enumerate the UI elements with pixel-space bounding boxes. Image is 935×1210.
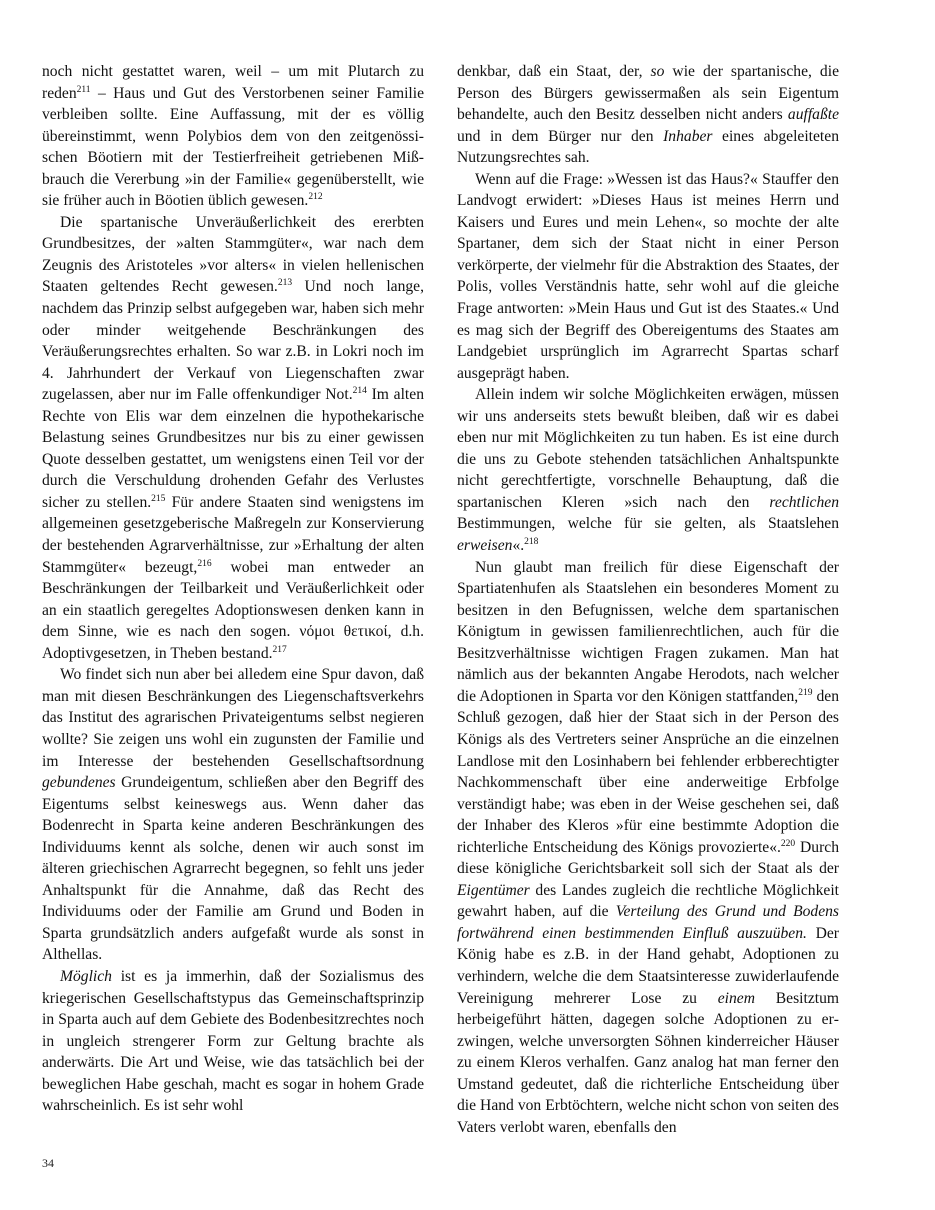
text-run: Wenn auf die Frage: »Wessen ist das Haus?« Stauffer den Landvogt erwidert: »Dieses Haus ist meines Herrn und Kaisers und Eures und mein Lehen«, so mochte der alte Spartaner, dem sich der Staat nicht in einer Person verkörperte, der vielmehr für die Abstraktion des Staates, der Polis, volles Verständnis hatte, sehr wohl auf die gleiche Frage antworten: »Mein Haus und Gut ist des Staates.« Und es mag sich der Begriff des Obereigentums des Staates am Landgebiet ursprünglich im Agrarrecht Spartas scharf ausgeprägt haben. [457, 170, 839, 382]
footnote-marker: 220 [780, 838, 796, 849]
text-run: und in dem Bürger nur den [457, 127, 664, 145]
italic-text: rechtlichen [769, 493, 839, 511]
italic-text: Möglich [60, 967, 112, 985]
italic-text: gebundenes [42, 774, 116, 792]
left-text-column [42, 61, 424, 1117]
text-run: denkbar, daß ein Staat, der, [457, 63, 651, 80]
paragraph [42, 966, 424, 1117]
footnote-marker: 218 [524, 537, 539, 548]
text-run: «. [512, 537, 525, 555]
footnote-marker: 212 [308, 192, 323, 203]
paragraph [457, 384, 839, 556]
text-run: Wo findet sich nun aber bei alledem eine Spur davon, daß man mit diesen Beschränkungen des Liegenschaftsverkehrs das Institut des agrarischen Privateigentums selbst negieren wollte? Sie zeigen uns wohl ein zugunsten der Familie und im Interesse der bestehenden Gesellschaftsordnung [42, 666, 424, 770]
text-run: Die spartanische Unveräußerlichkeit des ererbten Grundbesitzes, der »alten Stammgüter«, war nach dem Zeugnis des Aristoteles »vor alters« in vielen hellenischen Staaten geltendes Recht gewesen. [42, 213, 424, 296]
text-run: Für andere Staaten sind wenigstens im allgemeinen gesetzgeberische Maßregeln zur Konservierung der bestehenden Agrarverhältnisse, zur »Erhaltung der alten Stammgüter« bezeugt, [42, 493, 424, 576]
italic-text: Inhaber [663, 127, 713, 145]
italic-text: Eigentümer [457, 881, 530, 899]
footnote-marker: 215 [151, 493, 166, 504]
footnote-marker: 213 [277, 278, 293, 289]
text-run: Und noch lange, nachdem das Prinzip selbst aufgegeben war, haben sich mehr oder minder weitgehende Beschränkungen des Veräußerungsrechtes erhalten. So war z.B. in Lokri noch im 4. Jahrhundert der Verkauf von Liegenschaften zwar zugelassen, aber nur im Falle offenkundiger Not. [42, 278, 424, 404]
paragraph [42, 212, 424, 664]
text-run: wobei man entweder an Beschränkungen der Teilbarkeit und Veräußerlichkeit oder an ein staatlich geregeltes Adoptionswesen denken kann in dem Sinne, wie es nach den sogen. νόμοι θετικοί, d.h. Adoptivgesetzen, in Theben bestand. [42, 558, 424, 662]
text-run: Nun glaubt man freilich für diese Eigenschaft der Spartiatenhufen als Staatslehen ein besonderes Moment zu besitzen in den Befugnissen, welche dem spartanischen Königtum in gewissen familienrechtlichen, auch für die Besitzverhältnisse wichtigen Fragen zukamen. Man hat nämlich aus der bekannten Angabe Herodots, nach welcher die Adoptionen in Sparta vor den Königen stattfanden, [457, 558, 839, 705]
text-run: Grundeigentum, schließen aber den Begriff des Eigentums selbst keineswegs aus. Wenn daher das Bodenrecht in Sparta keine anderen Beschränkungen des Individuums kennt als solche, denen wir auch sonst im älteren griechischen Agrarrecht begegnen, so fehlt uns jeder Anhaltspunkt für die Annahme, daß das Recht des Individuums oder der Familie am Grund und Boden in Sparta grundsätzlich anders aufgefaßt wurde als sonst in Althellas. [42, 774, 424, 964]
footnote-marker: 214 [352, 386, 367, 397]
text-run: ist es ja immerhin, daß der Sozialismus des kriegerischen Gesellschaftstypus das Gemeinschaftsprinzip in Sparta auch auf dem Gebiete des Bodenbesitzrechtes noch in ungleich strengerer Form zur Geltung brachte als anderwärts. Die Art und Weise, wie das tatsächlich bei der beweglichen Habe geschah, macht es sogar in hohem Grade wahrscheinlich. Es ist sehr wohl [42, 967, 424, 1115]
text-run: Bestimmungen, welche für sie gelten, als Staatslehen [457, 515, 839, 533]
text-run: den Schluß gezogen, daß hier der Staat sich in der Person des Königs als des Vertreters seiner Ansprüche an die einzelnen Landlose mit den Losinhabern bei fehlender erbberechtigter Nachkommenschaft über eine anderweitige Erbfolge verständigt habe; was eben in der Weise geschehen sei, daß der Inhaber des Kleros »für eine bestimmte Adoption die richterliche Entscheidung des Königs provozierte«. [457, 687, 839, 856]
paragraph [457, 61, 839, 169]
italic-text: erweisen [457, 537, 513, 555]
text-run: Allein indem wir solche Möglichkeiten erwägen, müssen wir uns anderseits stets bewußt bleiben, daß wir es dabei eben nur mit Möglichkeiten zu tun haben. Es ist eine durch die uns zu Gebote stehenden tatsächlichen Anhaltspunkte nicht gerechtfertigte, vorschnelle Behauptung, daß die spartanischen Kleren »sich nach den [457, 386, 839, 511]
italic-text: auffaßte [787, 106, 839, 124]
text-run: – Haus und Gut des Verstorbenen seiner Familie verbleiben sollte. Eine Auffassung, mit der es völlig übereinstimmt, wenn Polybios dem von den zeitgenössischen Böotiern mit der Testierfreiheit getriebenen Mißbrauch die Vererbung »in der Familie« gegenüberstellt, wie sie früher auch in Böotien üblich gewesen. [42, 84, 424, 210]
page-number: 34 [42, 1156, 54, 1170]
text-run: eines abgeleiteten Nutzungsrechtes sah. [457, 127, 839, 167]
paragraph [42, 664, 424, 966]
paragraph [457, 557, 839, 1139]
footnote-marker: 216 [197, 558, 212, 569]
italic-text: einem [717, 989, 755, 1007]
text-run: des Landes zugleich die rechtliche Möglichkeit gewahrt haben, auf die [457, 881, 839, 921]
italic-text: Verteilung des Grund und Bodens fortwährend einen bestimmenden Einfluß auszuüben. [457, 903, 839, 942]
footnote-marker: 211 [76, 84, 91, 95]
text-run: Durch diese königliche Gerichtsbarkeit soll sich der Staat als der [457, 838, 839, 878]
text-run: noch nicht gestattet waren, weil – um mit Plutarch zu reden [42, 63, 424, 102]
footnote-marker: 217 [272, 644, 287, 655]
text-run: Der König habe es z.B. in der Hand gehabt, Adoptionen zu verhindern, welche die dem Staatsinteresse zuwiderlaufende Vereinigung mehrerer Lose zu [457, 924, 839, 1007]
paragraph [457, 169, 839, 384]
footnote-marker: 219 [798, 687, 813, 698]
text-run: Besitztum herbeigeführt hätten, dagegen solche Adoptionen zu erzwingen, welche unversorgten Söhnen kinderreicher Häuser zu einem Kleros verhalfen. Ganz analog hat man ferner den Umstand gedeutet, daß die richterliche Entscheidung über die Hand von Erbtöchtern, welche nicht schon von seiten des Vaters verlobt waren, ebenfalls den [457, 989, 840, 1136]
right-text-column [457, 61, 839, 1138]
paragraph [42, 61, 424, 212]
text-run: Im alten Rechte von Elis war dem einzelnen die hypothekarische Belastung seines Grundbesitzes nur bis zu einer gewissen Quote desselben gestattet, um wenigstens einen Teil vor der durch die Verschuldung drohenden Gefahr des Verlustes sicher zu stellen. [42, 386, 424, 511]
italic-text: so [650, 63, 665, 80]
text-run: wie der spartanische, die Person des Bürgers gewissermaßen als sein Eigentum behandelte, auch den Besitz desselben nicht anders [457, 63, 839, 124]
